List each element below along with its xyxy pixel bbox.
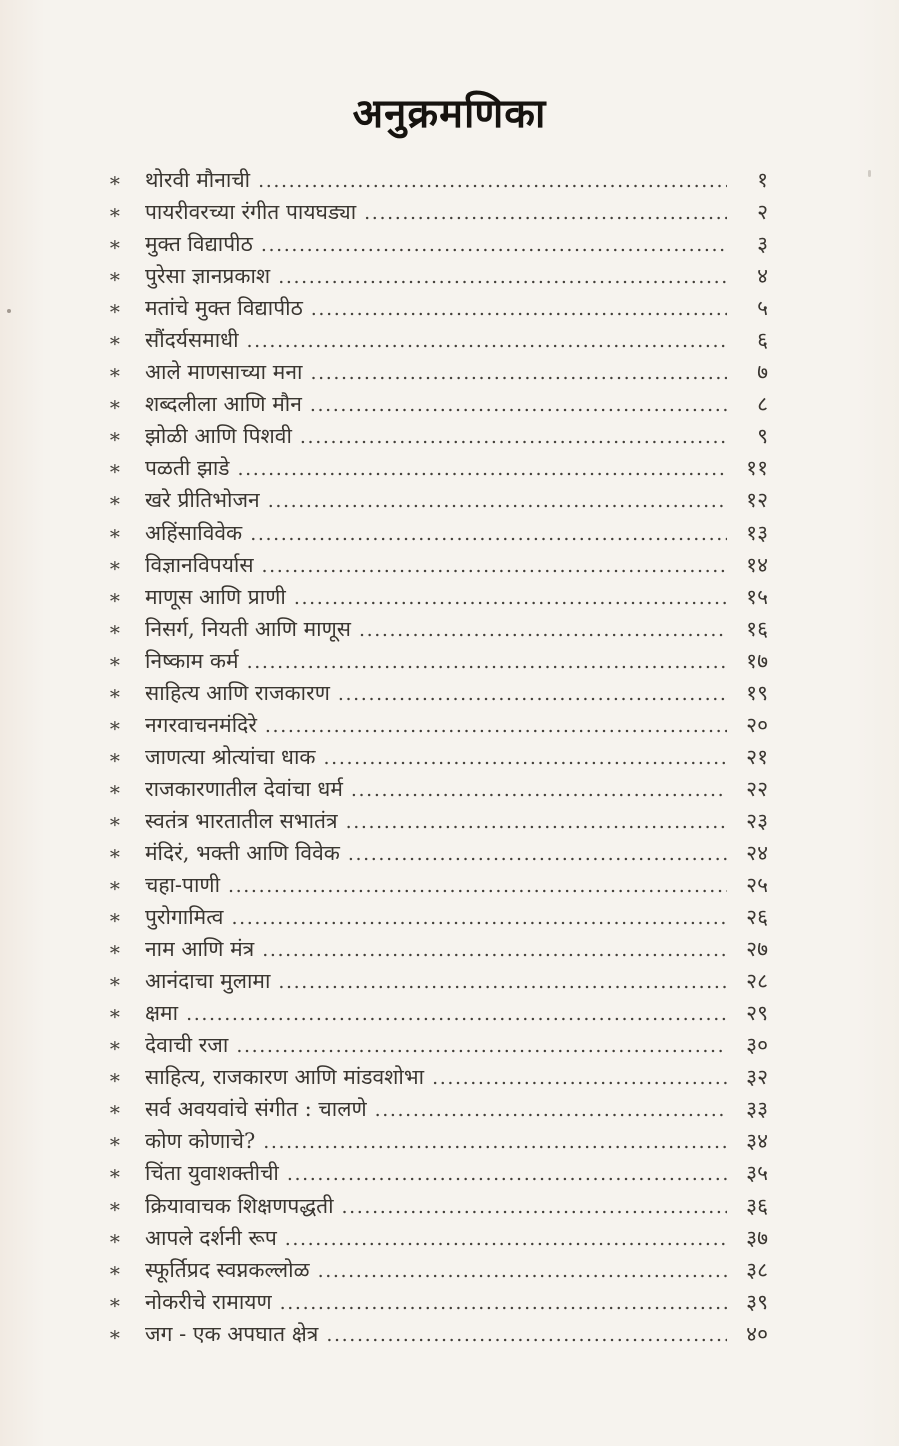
- toc-entry: [108, 294, 768, 326]
- toc-entry-label: शब्दलीला आणि मौन: [145, 392, 302, 417]
- page-number: ४: [757, 264, 768, 289]
- page-number: ३८: [746, 1257, 768, 1282]
- dot-leader: [310, 392, 727, 416]
- dot-leader: [247, 649, 727, 673]
- asterisk-icon: ∗: [108, 520, 122, 545]
- asterisk-icon: ∗: [108, 616, 122, 641]
- toc-entry-label: विज्ञानविपर्यास: [145, 552, 254, 577]
- toc-entry-label: पुरेसा ज्ञानप्रकाश: [145, 264, 271, 289]
- toc-list: [108, 166, 768, 1352]
- toc-entry: [108, 583, 768, 615]
- toc-entry-label: पुरोगामित्व: [145, 905, 224, 930]
- toc-entry: [108, 743, 768, 775]
- page-number: १३: [746, 520, 768, 545]
- toc-entry-label: देवाची रजा: [145, 1033, 229, 1058]
- page-number: २१: [746, 744, 768, 769]
- dot-leader: [250, 521, 727, 545]
- asterisk-icon: ∗: [108, 264, 122, 289]
- toc-entry-label: आले माणसाच्या मना: [145, 360, 303, 385]
- asterisk-icon: ∗: [108, 776, 122, 801]
- page-number: २७: [746, 937, 768, 962]
- toc-entry-label: आनंदाचा मुलामा: [145, 969, 271, 994]
- dot-leader: [265, 713, 727, 737]
- toc-entry-label: झोळी आणि पिशवी: [145, 424, 292, 449]
- asterisk-icon: ∗: [108, 905, 122, 930]
- asterisk-icon: ∗: [108, 584, 122, 609]
- toc-entry-label: कोण कोणाचे?: [145, 1129, 256, 1154]
- toc-entry: [108, 326, 768, 358]
- asterisk-icon: ∗: [108, 552, 122, 577]
- toc-entry-label: मुक्त विद्यापीठ: [145, 232, 253, 257]
- page-number: १९: [746, 680, 768, 705]
- asterisk-icon: ∗: [108, 840, 122, 865]
- dot-leader: [348, 841, 727, 865]
- dot-leader: [287, 1161, 727, 1185]
- toc-entry: [108, 454, 768, 486]
- dot-leader: [351, 777, 727, 801]
- asterisk-icon: ∗: [108, 488, 122, 513]
- toc-entry-label: पायरीवरच्या रंगीत पायघड्या: [145, 200, 357, 225]
- dot-leader: [262, 553, 727, 577]
- asterisk-icon: ∗: [108, 1065, 122, 1090]
- page-number: १५: [746, 584, 768, 609]
- dot-leader: [432, 1065, 727, 1089]
- dot-leader: [342, 1194, 727, 1218]
- page-title: अनुक्रमणिका: [352, 90, 547, 137]
- toc-entry: [108, 198, 768, 230]
- page-number: ३२: [746, 1065, 768, 1090]
- page-number: १२: [746, 488, 768, 513]
- dot-leader: [294, 585, 727, 609]
- page-number: २४: [746, 840, 768, 865]
- dot-leader: [231, 905, 727, 929]
- asterisk-icon: ∗: [108, 232, 122, 257]
- asterisk-icon: ∗: [108, 1033, 122, 1058]
- toc-entry-label: स्फूर्तिप्रद स्वप्नकल्लोळ: [145, 1257, 310, 1282]
- dot-leader: [236, 1033, 727, 1057]
- dot-leader: [247, 328, 727, 352]
- asterisk-icon: ∗: [108, 744, 122, 769]
- dot-leader: [300, 424, 727, 448]
- asterisk-icon: ∗: [108, 200, 122, 225]
- toc-entry-label: माणूस आणि प्राणी: [145, 584, 286, 609]
- page-number: १६: [746, 616, 768, 641]
- asterisk-icon: ∗: [108, 1001, 122, 1026]
- toc-entry-label: चिंता युवाशक्तीची: [145, 1161, 279, 1186]
- toc-entry: [108, 1320, 768, 1352]
- toc-entry: [108, 390, 768, 422]
- page-number: २: [757, 200, 768, 225]
- asterisk-icon: ∗: [108, 712, 122, 737]
- page-number: ३९: [746, 1289, 768, 1314]
- toc-entry: [108, 1127, 768, 1159]
- asterisk-icon: ∗: [108, 937, 122, 962]
- toc-entry-label: अहिंसाविवेक: [145, 520, 243, 545]
- dot-leader: [263, 1129, 727, 1153]
- asterisk-icon: ∗: [108, 680, 122, 705]
- toc-entry-label: राजकारणातील देवांचा धर्म: [145, 776, 343, 801]
- scan-speck: [7, 309, 11, 313]
- dot-leader: [268, 488, 727, 512]
- page-number: ३: [757, 232, 768, 257]
- toc-entry: [108, 551, 768, 583]
- toc-entry-label: सौंदर्यसमाधी: [145, 328, 239, 353]
- toc-entry: [108, 1063, 768, 1095]
- toc-entry: [108, 486, 768, 518]
- asterisk-icon: ∗: [108, 1097, 122, 1122]
- asterisk-icon: ∗: [108, 1289, 122, 1314]
- dot-leader: [238, 456, 727, 480]
- toc-entry: [108, 871, 768, 903]
- toc-entry-label: स्वतंत्र भारतातील सभातंत्र: [145, 808, 338, 833]
- toc-entry-label: क्रियावाचक शिक्षणपद्धती: [145, 1193, 334, 1218]
- asterisk-icon: ∗: [108, 873, 122, 898]
- asterisk-icon: ∗: [108, 1257, 122, 1282]
- dot-leader: [280, 1290, 727, 1314]
- toc-entry: [108, 262, 768, 294]
- toc-entry-label: पळती झाडे: [145, 456, 230, 481]
- dot-leader: [228, 873, 727, 897]
- page-number: २५: [746, 873, 768, 898]
- toc-entry: [108, 358, 768, 390]
- asterisk-icon: ∗: [108, 808, 122, 833]
- dot-leader: [278, 264, 727, 288]
- scan-speck: [868, 170, 871, 177]
- toc-entry: [108, 999, 768, 1031]
- dot-leader: [261, 232, 727, 256]
- dot-leader: [318, 1258, 727, 1282]
- dot-leader: [375, 1097, 727, 1121]
- dot-leader: [311, 296, 727, 320]
- toc-entry-label: नाम आणि मंत्र: [145, 937, 255, 962]
- dot-leader: [262, 937, 727, 961]
- toc-entry: [108, 166, 768, 198]
- page-number: ३७: [746, 1225, 768, 1250]
- toc-entry-label: निष्काम कर्म: [145, 648, 239, 673]
- page-number: ५: [757, 296, 768, 321]
- dot-leader: [285, 1226, 727, 1250]
- toc-entry: [108, 422, 768, 454]
- toc-entry-label: साहित्य, राजकारण आणि मांडवशोभा: [145, 1065, 425, 1090]
- toc-entry: [108, 711, 768, 743]
- toc-entry: [108, 775, 768, 807]
- toc-entry: [108, 967, 768, 999]
- toc-entry-label: निसर्ग, नियती आणि माणूस: [145, 616, 351, 641]
- toc-entry-label: मतांचे मुक्त विद्यापीठ: [145, 296, 303, 321]
- page-number: ८: [757, 392, 768, 417]
- toc-entry-label: चहा-पाणी: [145, 873, 221, 898]
- dot-leader: [359, 617, 727, 641]
- dot-leader: [364, 200, 727, 224]
- page-number: ६: [757, 328, 768, 353]
- asterisk-icon: ∗: [108, 328, 122, 353]
- asterisk-icon: ∗: [108, 1321, 122, 1346]
- toc-entry-label: आपले दर्शनी रूप: [145, 1225, 277, 1250]
- dot-leader: [346, 809, 727, 833]
- toc-entry: [108, 1256, 768, 1288]
- dot-leader: [338, 681, 727, 705]
- dot-leader: [278, 969, 727, 993]
- toc-entry: [108, 1192, 768, 1224]
- asterisk-icon: ∗: [108, 360, 122, 385]
- asterisk-icon: ∗: [108, 296, 122, 321]
- toc-entry: [108, 1095, 768, 1127]
- toc-entry-label: जग - एक अपघात क्षेत्र: [145, 1321, 319, 1346]
- toc-entry: [108, 1031, 768, 1063]
- page-number: १: [757, 168, 768, 192]
- toc-entry-label: जाणत्या श्रोत्यांचा धाक: [145, 744, 316, 769]
- toc-entry-label: नगरवाचनमंदिरे: [145, 712, 257, 737]
- toc-entry-label: नोकरीचे रामायण: [145, 1289, 272, 1314]
- toc-entry: [108, 807, 768, 839]
- toc-entry-label: खरे प्रीतिभोजन: [145, 488, 260, 513]
- page-number: २६: [746, 905, 768, 930]
- page-number: २९: [746, 1001, 768, 1026]
- page-number: ९: [757, 424, 768, 449]
- asterisk-icon: ∗: [108, 392, 122, 417]
- asterisk-icon: ∗: [108, 648, 122, 673]
- page-number: १७: [746, 648, 768, 673]
- dot-leader: [258, 168, 727, 192]
- page-number: ४०: [746, 1321, 768, 1346]
- page-number: ३३: [746, 1097, 768, 1122]
- toc-entry-label: मंदिरं, भक्ती आणि विवेक: [145, 840, 340, 865]
- dot-leader: [324, 745, 727, 769]
- toc-entry: [108, 615, 768, 647]
- asterisk-icon: ∗: [108, 424, 122, 449]
- toc-entry: [108, 935, 768, 967]
- page-number: २२: [746, 776, 768, 801]
- toc-entry-label: साहित्य आणि राजकारण: [145, 680, 330, 705]
- dot-leader: [310, 360, 727, 384]
- toc-entry: [108, 1159, 768, 1191]
- toc-entry: [108, 1224, 768, 1256]
- asterisk-icon: ∗: [108, 1161, 122, 1186]
- asterisk-icon: ∗: [108, 456, 122, 481]
- toc-entry-label: थोरवी मौनाची: [145, 168, 251, 192]
- page-number: २३: [746, 808, 768, 833]
- asterisk-icon: ∗: [108, 168, 122, 192]
- asterisk-icon: ∗: [108, 1225, 122, 1250]
- toc-entry-label: सर्व अवयवांचे संगीत : चालणे: [145, 1097, 367, 1122]
- page-number: २०: [746, 712, 768, 737]
- toc-entry-label: क्षमा: [145, 1001, 179, 1026]
- page-number: ३६: [746, 1193, 768, 1218]
- asterisk-icon: ∗: [108, 969, 122, 994]
- toc-entry: [108, 903, 768, 935]
- toc-entry: [108, 1288, 768, 1320]
- dot-leader: [326, 1322, 727, 1346]
- toc-entry: [108, 647, 768, 679]
- toc-entry: [108, 230, 768, 262]
- toc-entry: [108, 839, 768, 871]
- page-number: २८: [746, 969, 768, 994]
- page-number: ३४: [746, 1129, 768, 1154]
- dot-leader: [186, 1001, 727, 1025]
- asterisk-icon: ∗: [108, 1129, 122, 1154]
- toc-entry: [108, 679, 768, 711]
- page-number: ७: [757, 360, 768, 385]
- page-number: ११: [746, 456, 768, 481]
- asterisk-icon: ∗: [108, 1193, 122, 1218]
- page-number: ३५: [746, 1161, 768, 1186]
- page-number: १४: [746, 552, 768, 577]
- page-number: ३०: [746, 1033, 768, 1058]
- toc-entry: [108, 519, 768, 551]
